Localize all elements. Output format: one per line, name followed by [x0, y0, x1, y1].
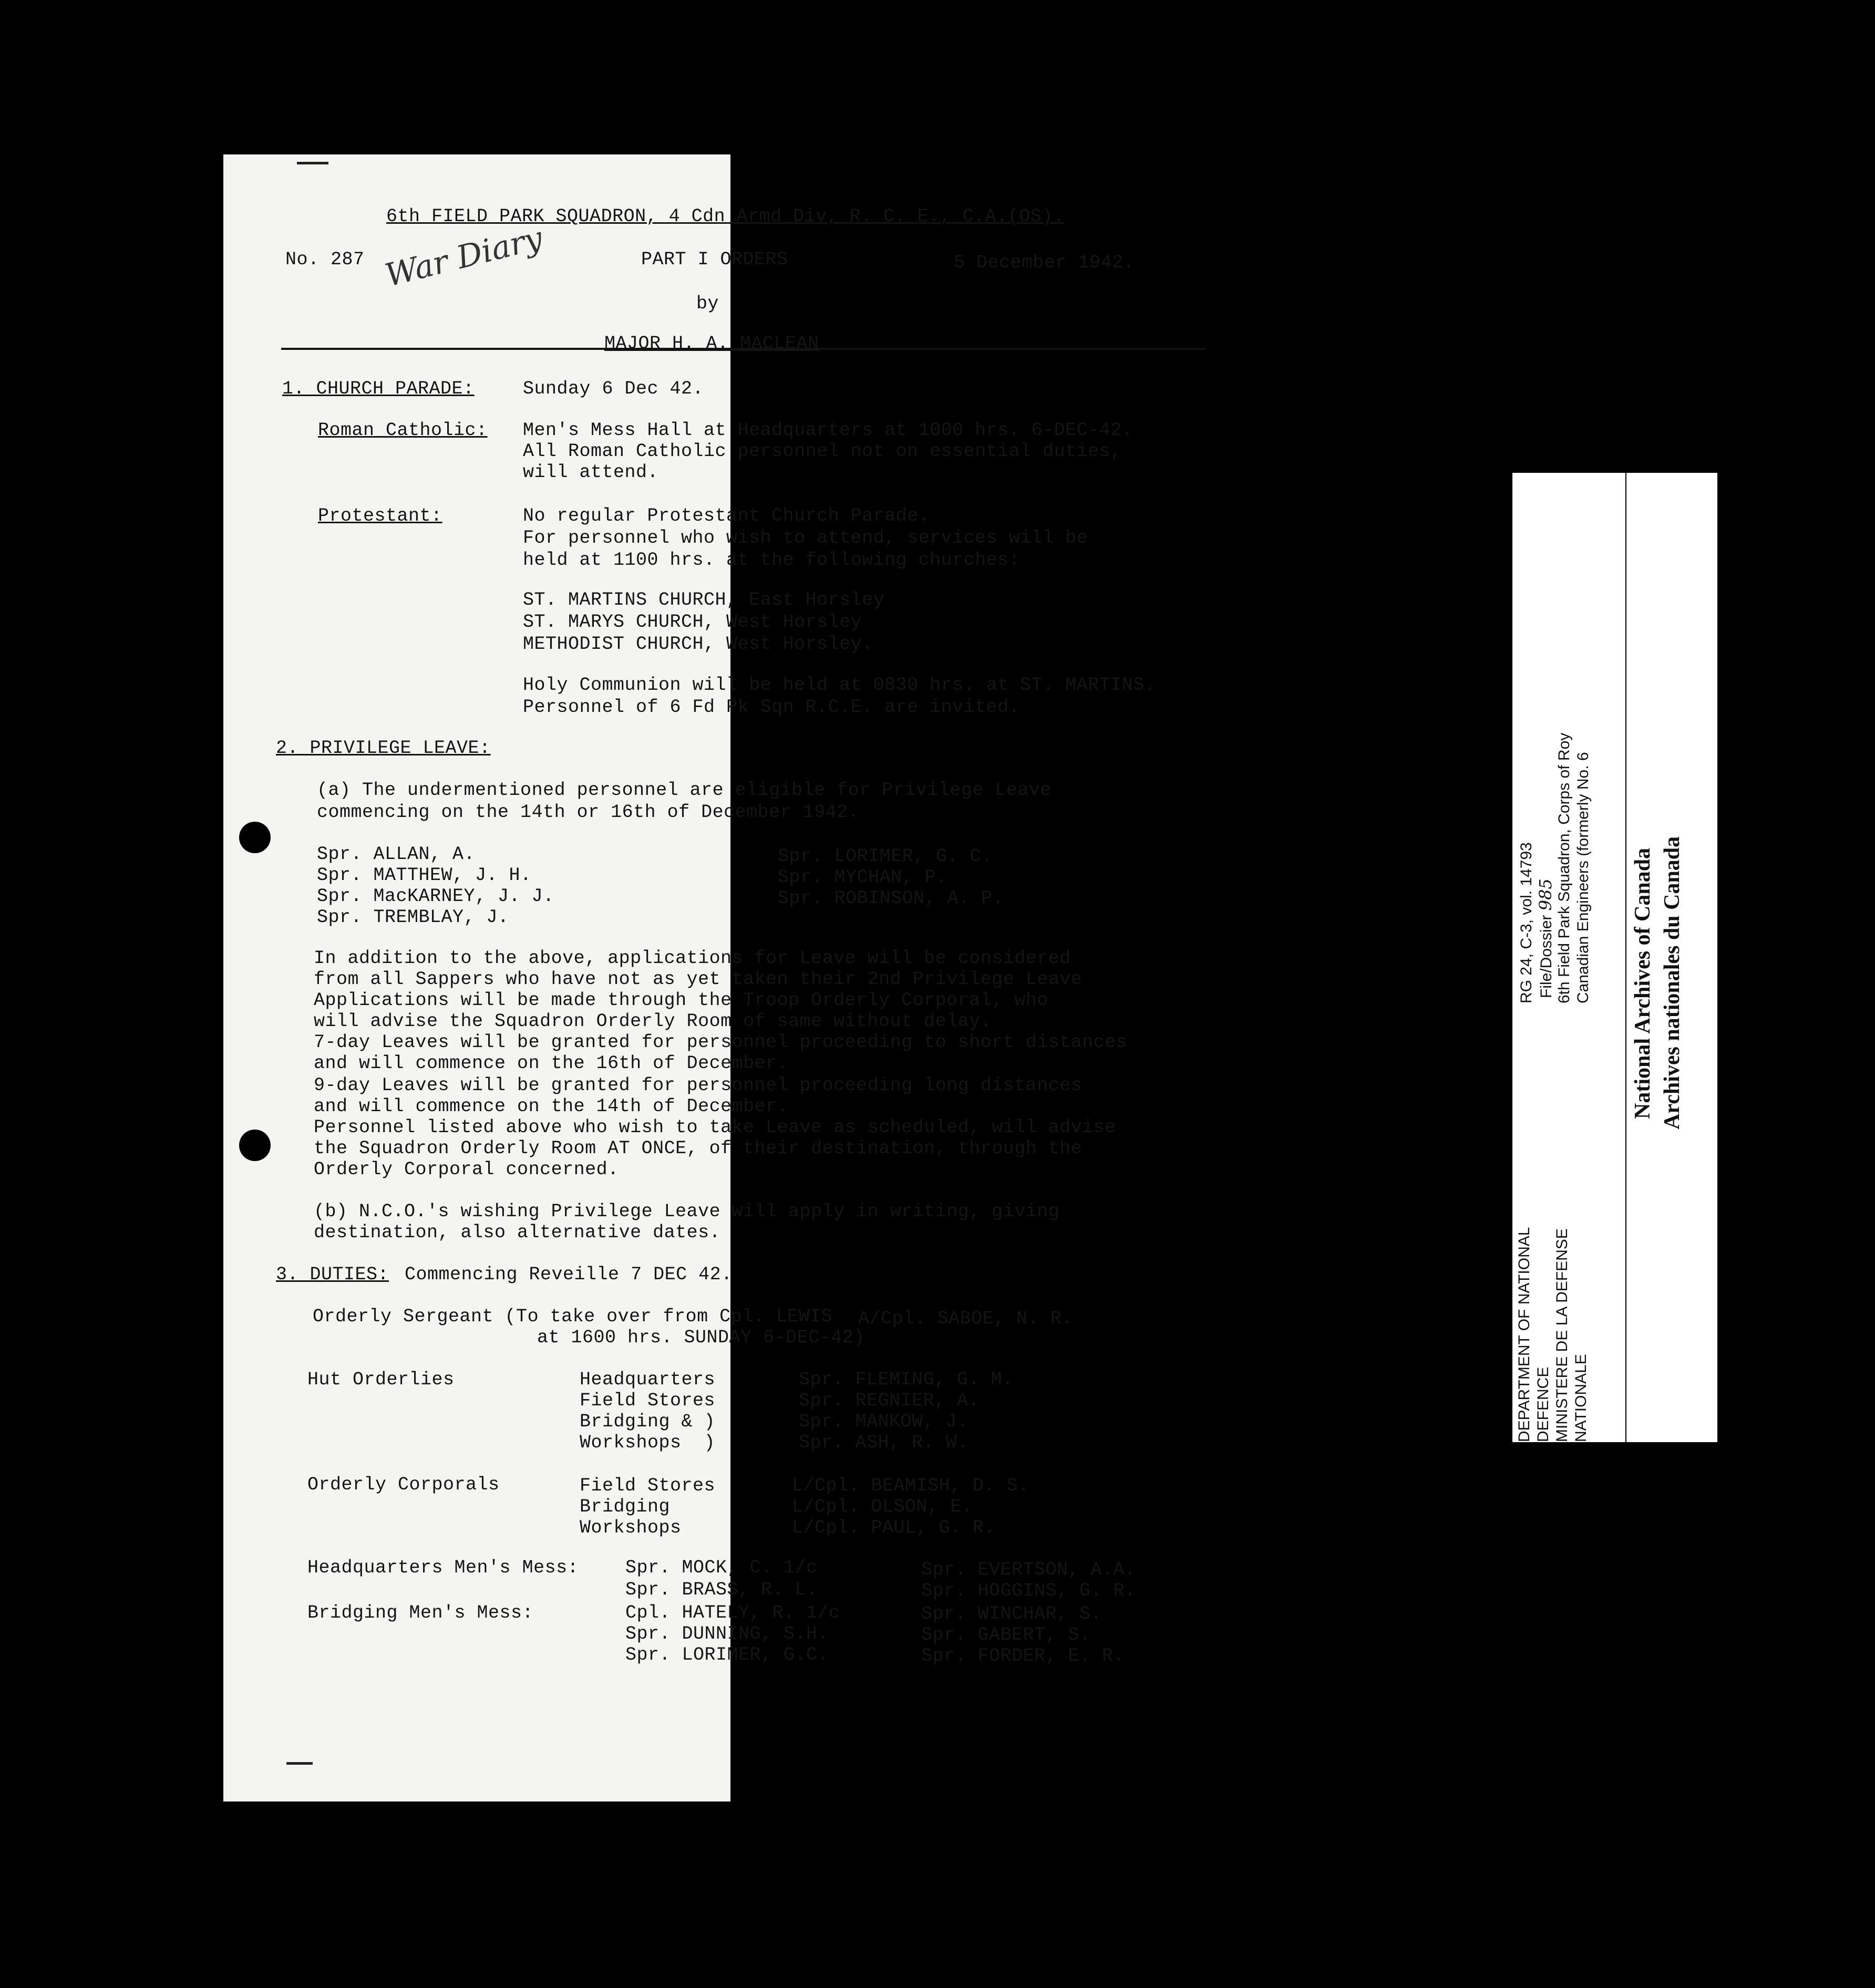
rc-label: Roman Catholic:: [318, 420, 488, 441]
leave-detail: Personnel listed above who wish to take Leave as scheduled, will advise: [314, 1117, 1116, 1138]
church-item: ST. MARTINS CHURCH, East Horsley: [523, 589, 885, 610]
hq-mess-label: Headquarters Men's Mess:: [307, 1557, 579, 1578]
hut-location: Bridging & ): [580, 1411, 716, 1432]
leave-name: Spr. ALLAN, A.: [317, 844, 476, 865]
corporal-name: L/Cpl. BEAMISH, D. S.: [792, 1475, 1029, 1496]
hq-mess-name: Spr. EVERTSON, A.A.: [921, 1559, 1136, 1580]
leave-detail: In addition to the above, applications for Leave will be considered: [314, 948, 1071, 969]
protestant-label: Protestant:: [318, 505, 442, 526]
hut-orderly-name: Spr. REGNIER, A.: [799, 1390, 980, 1411]
church-parade-date: Sunday 6 Dec 42.: [523, 378, 704, 399]
punch-hole: [239, 822, 271, 853]
archive-reference: RG 24, C-3, vol. 14793: [1518, 842, 1535, 1003]
officer-name: MAJOR H. A. MACLEAN: [604, 333, 819, 354]
hut-orderly-name: Spr. ASH, R. W.: [799, 1432, 969, 1453]
orderly-sergeant: Orderly Sergeant (To take over from Cpl. LEWIS: [313, 1306, 833, 1327]
leave-detail: will advise the Squadron Orderly Room of same without delay.: [314, 1011, 992, 1032]
hut-location: Headquarters: [580, 1369, 716, 1390]
leave-intro: commencing on the 14th or 16th of December 1942.: [317, 802, 860, 823]
church-item: ST. MARYS CHURCH, West Horsley: [523, 612, 862, 633]
leave-detail: and will commence on the 14th of December.: [314, 1096, 789, 1117]
protestant-line: No regular Protestant Church Parade.: [523, 505, 930, 526]
orderly-sergeant-cont: at 1600 hrs. SUNDAY 6-DEC-42): [537, 1327, 865, 1348]
leave-name: Spr. ROBINSON, A. P.: [778, 888, 1004, 909]
order-title: PART I ORDERS: [641, 249, 788, 270]
hut-orderly-name: Spr. FLEMING, G. M.: [799, 1369, 1014, 1390]
order-number: No. 287: [285, 249, 365, 270]
leave-detail: 7-day Leaves will be granted for personnel proceeding to short distances: [314, 1032, 1128, 1053]
hq-mess-name: Spr. HOGGINS, G. R.: [921, 1580, 1136, 1601]
order-date: 5 December 1942.: [954, 252, 1135, 273]
leave-name: Spr. MacKARNEY, J. J.: [317, 886, 554, 907]
leave-name: Spr. TREMBLAY, J.: [317, 907, 509, 928]
bridging-mess-name: Spr. LORIMER, G.C.: [625, 1644, 829, 1665]
leave-detail: from all Sappers who have not as yet taken their 2nd Privilege Leave: [314, 969, 1083, 990]
bridging-mess-label: Bridging Men's Mess:: [307, 1602, 534, 1623]
leave-detail: the Squadron Orderly Room AT ONCE, of their destination, through the: [314, 1138, 1083, 1159]
archive-file-number: 985: [1536, 878, 1555, 911]
orderly-sergeant-name: A/Cpl. SABOE, N. R.: [858, 1308, 1073, 1329]
bridging-mess-name: Spr. FORDER, E. R.: [921, 1645, 1125, 1666]
bridging-mess-name: Spr. DUNNING, S.H.: [625, 1623, 829, 1644]
leave-name: Spr. MYCHAN, P.: [778, 867, 947, 888]
corporal-location: Bridging: [580, 1496, 671, 1517]
corporal-name: L/Cpl. PAUL, G. R.: [792, 1517, 996, 1538]
archive-file-line: [1537, 878, 1555, 998]
document-page: [223, 154, 1156, 1801]
archive-unit-line: Canadian Engineers (formerly No. 6: [1574, 752, 1592, 1003]
slip-divider: [1625, 473, 1626, 1442]
nco-leave-line: (b) N.C.O.'s wishing Privilege Leave will apply in writing, giving: [314, 1201, 1060, 1222]
rc-line: All Roman Catholic personnel not on essential duties,: [523, 441, 1122, 462]
duties-heading: 3. DUTIES:: [276, 1264, 389, 1285]
unit-heading: 6th FIELD PARK SQUADRON, 4 Cdn Armd Div, R. C. E., C.A.(OS).: [386, 206, 1065, 227]
hq-mess-name: Spr. MOCK, C. 1/c: [625, 1557, 818, 1578]
handwritten-war-diary: War Diary: [382, 220, 547, 294]
department-label: NATIONALE: [1572, 1354, 1590, 1442]
duties-start: Commencing Reveille 7 DEC 42.: [405, 1264, 733, 1285]
department-label: MINISTERE DE LA DEFENSE: [1553, 1228, 1571, 1442]
leave-detail: Orderly Corporal concerned.: [314, 1159, 619, 1180]
leave-name: Spr. MATTHEW, J. H.: [317, 865, 532, 886]
hq-mess-name: Spr. BRASS, R. L.: [625, 1579, 818, 1600]
hut-orderlies-label: Hut Orderlies: [307, 1369, 455, 1390]
corporal-location: Workshops: [580, 1517, 682, 1538]
corner-mark: [286, 1762, 313, 1765]
orderly-corporals-label: Orderly Corporals: [307, 1474, 500, 1495]
department-label: DEFENCE: [1534, 1366, 1552, 1442]
archive-unit-line: 6th Field Park Squadron, Corps of Roy: [1555, 732, 1573, 1003]
archive-file-label: File/Dossier: [1538, 915, 1555, 998]
archives-name-english: National Archives of Canada: [1631, 847, 1655, 1119]
church-parade-heading: 1. CHURCH PARADE:: [282, 378, 475, 399]
hut-location: Field Stores: [580, 1390, 716, 1411]
bridging-mess-name: Spr. WINCHAR, S.: [921, 1603, 1103, 1624]
corporal-name: L/Cpl. OLSON, E.: [792, 1496, 973, 1517]
rc-line: Men's Mess Hall at Headquarters at 1000 hrs. 6-DEC-42.: [523, 420, 1134, 441]
archive-slip: [1512, 473, 1717, 1442]
communion-line: Personnel of 6 Fd Pk Sqn R.C.E. are invited.: [523, 697, 1021, 718]
rc-line: will attend.: [523, 462, 659, 483]
nco-leave-line: destination, also alternative dates.: [314, 1222, 721, 1243]
protestant-line: held at 1100 hrs. at the following churches:: [523, 550, 1021, 571]
bridging-mess-name: Spr. GABERT, S.: [921, 1624, 1091, 1645]
by-label: by: [696, 293, 719, 314]
bridging-mess-name: Cpl. HATELY, R. 1/c: [625, 1602, 840, 1623]
communion-line: Holy Communion will be held at 0830 hrs. at ST. MARTINS.: [523, 675, 1156, 696]
church-item: METHODIST CHURCH, West Horsley.: [523, 634, 873, 655]
privilege-leave-heading: 2. PRIVILEGE LEAVE:: [276, 738, 491, 759]
corporal-location: Field Stores: [580, 1475, 716, 1496]
leave-detail: and will commence on the 16th of December.: [314, 1053, 789, 1074]
corner-mark: [297, 162, 328, 164]
leave-name: Spr. LORIMER, G. C.: [778, 846, 993, 867]
hut-orderly-name: Spr. MANKOW, J.: [799, 1411, 969, 1432]
department-label: DEPARTMENT OF NATIONAL: [1516, 1227, 1533, 1442]
leave-intro: (a) The undermentioned personnel are eligible for Privilege Leave: [317, 780, 1052, 801]
archives-name-french: Archives nationales du Canada: [1660, 836, 1684, 1130]
hut-location: Workshops ): [580, 1432, 716, 1453]
leave-detail: 9-day Leaves will be granted for personnel proceeding long distances: [314, 1075, 1083, 1096]
protestant-line: For personnel who wish to attend, services will be: [523, 527, 1088, 548]
punch-hole: [239, 1130, 271, 1161]
leave-detail: Applications will be made through the Troop Orderly Corporal, who: [314, 990, 1048, 1011]
